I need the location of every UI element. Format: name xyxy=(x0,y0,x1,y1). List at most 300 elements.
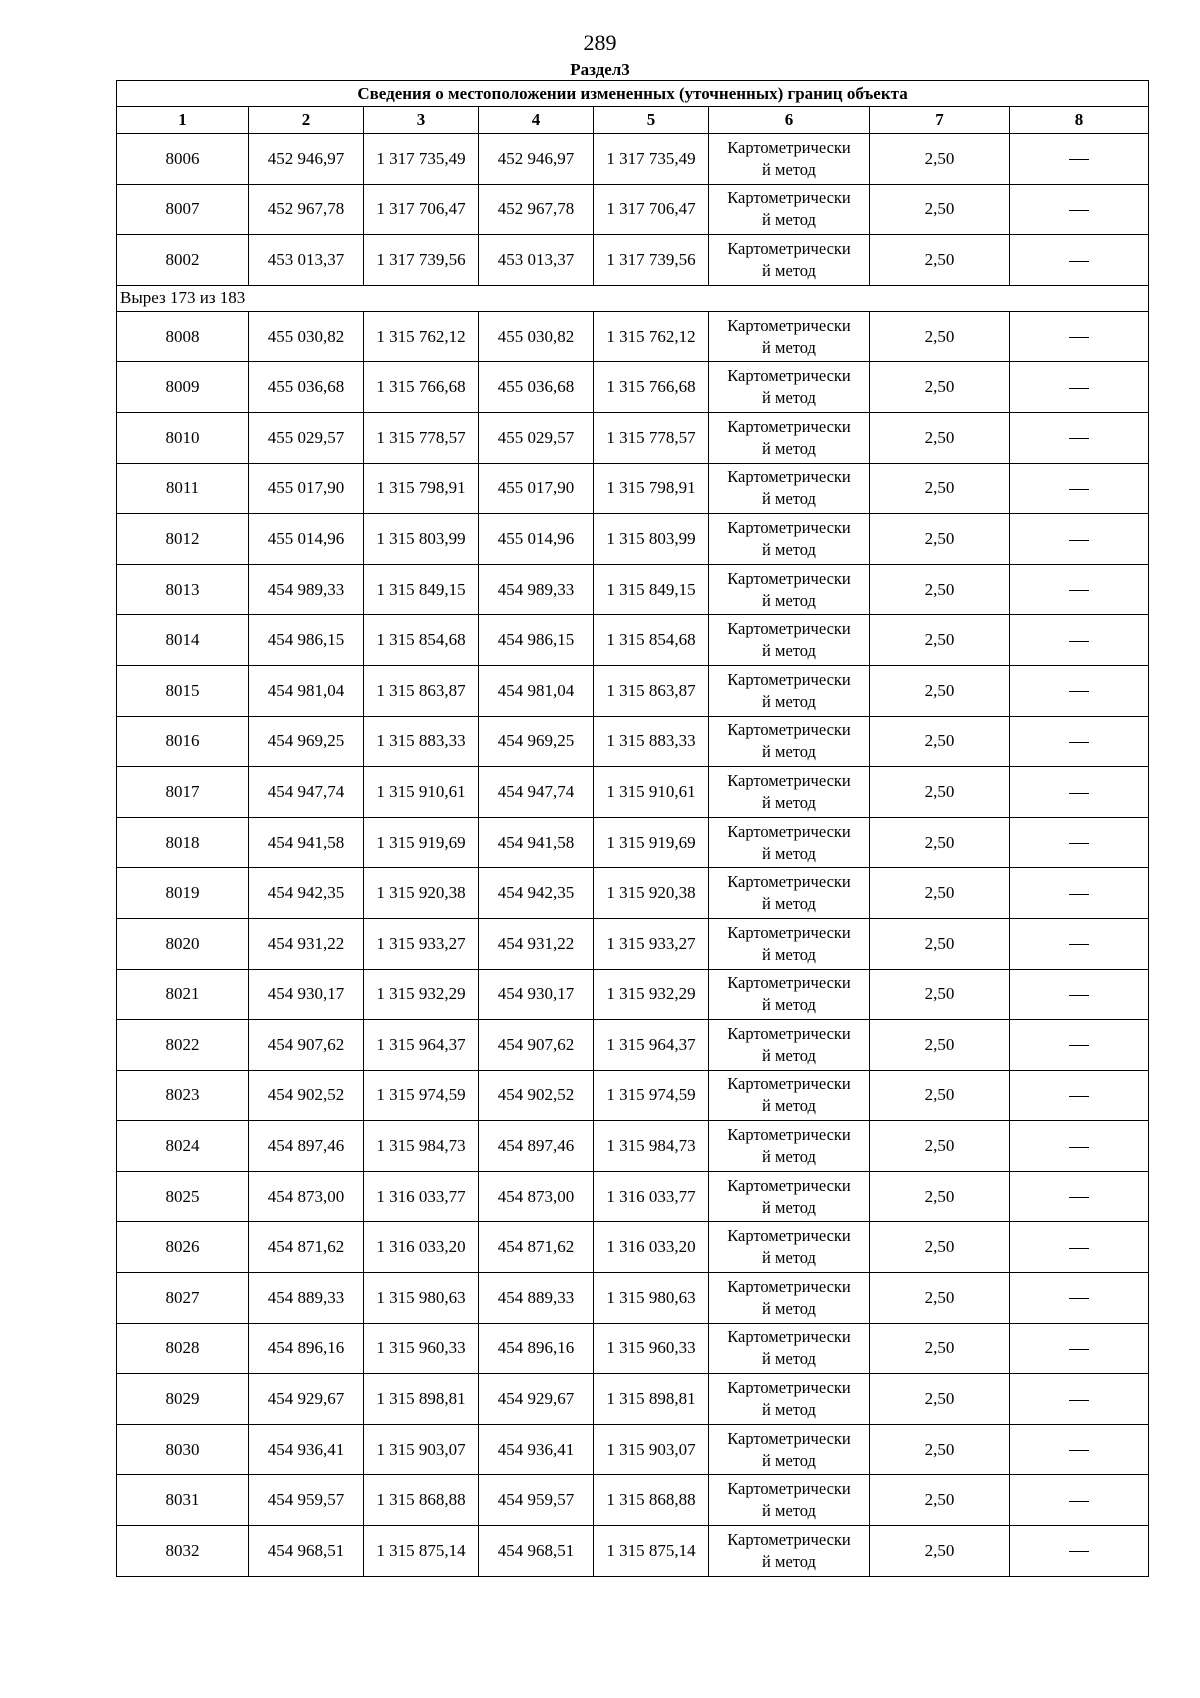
empty-dash-icon xyxy=(1069,1197,1089,1198)
y-refined-cell: 1 317 706,47 xyxy=(594,184,709,235)
y-refined-cell: 1 315 920,38 xyxy=(594,868,709,919)
point-number-cell: 8002 xyxy=(117,235,249,286)
method-text-line2: й метод xyxy=(762,489,816,509)
x-existing-cell: 454 902,52 xyxy=(249,1070,364,1121)
method-text-line1: Картометрически xyxy=(727,973,851,993)
description-cell xyxy=(1010,1323,1149,1374)
column-header: 6 xyxy=(709,107,870,134)
method-text-line2: й метод xyxy=(762,742,816,762)
method-text-line2: й метод xyxy=(762,894,816,914)
point-number-cell: 8023 xyxy=(117,1070,249,1121)
method-cell xyxy=(709,514,870,565)
table-row xyxy=(117,1374,1149,1425)
x-refined-cell: 452 946,97 xyxy=(479,134,594,185)
empty-dash-icon xyxy=(1069,995,1089,996)
precision-cell: 2,50 xyxy=(870,1222,1010,1273)
y-existing-cell: 1 315 798,91 xyxy=(364,463,479,514)
precision-cell: 2,50 xyxy=(870,1475,1010,1526)
method-text-line2: й метод xyxy=(762,260,816,280)
precision-cell: 2,50 xyxy=(870,1273,1010,1324)
empty-dash-icon xyxy=(1069,388,1089,389)
x-existing-cell: 455 030,82 xyxy=(249,311,364,362)
description-cell xyxy=(1010,1526,1149,1577)
empty-dash-icon xyxy=(1069,843,1089,844)
method-cell xyxy=(709,1070,870,1121)
x-existing-cell: 454 936,41 xyxy=(249,1424,364,1475)
y-refined-cell: 1 315 964,37 xyxy=(594,1020,709,1071)
table-row xyxy=(117,716,1149,767)
x-refined-cell: 455 036,68 xyxy=(479,362,594,413)
x-refined-cell: 454 907,62 xyxy=(479,1020,594,1071)
y-refined-cell: 1 316 033,20 xyxy=(594,1222,709,1273)
x-existing-cell: 454 871,62 xyxy=(249,1222,364,1273)
method-text-line1: Картометрически xyxy=(727,1175,851,1195)
description-cell xyxy=(1010,665,1149,716)
y-existing-cell: 1 315 803,99 xyxy=(364,514,479,565)
x-existing-cell: 454 896,16 xyxy=(249,1323,364,1374)
description-cell xyxy=(1010,969,1149,1020)
x-refined-cell: 453 013,37 xyxy=(479,235,594,286)
x-existing-cell: 454 959,57 xyxy=(249,1475,364,1526)
table-row xyxy=(117,817,1149,868)
section-title: Раздел3 xyxy=(570,60,630,79)
method-cell xyxy=(709,615,870,666)
precision-cell: 2,50 xyxy=(870,1323,1010,1374)
column-header: 1 xyxy=(117,107,249,134)
method-cell xyxy=(709,1323,870,1374)
point-number-cell: 8020 xyxy=(117,918,249,969)
point-number-cell: 8030 xyxy=(117,1424,249,1475)
description-cell xyxy=(1010,1121,1149,1172)
y-refined-cell: 1 315 980,63 xyxy=(594,1273,709,1324)
empty-dash-icon xyxy=(1069,944,1089,945)
description-cell xyxy=(1010,311,1149,362)
x-existing-cell: 454 931,22 xyxy=(249,918,364,969)
x-refined-cell: 454 968,51 xyxy=(479,1526,594,1577)
method-text-line2: й метод xyxy=(762,1349,816,1369)
x-refined-cell: 454 947,74 xyxy=(479,767,594,818)
empty-dash-icon xyxy=(1069,1450,1089,1451)
x-refined-cell: 454 902,52 xyxy=(479,1070,594,1121)
y-refined-cell: 1 315 960,33 xyxy=(594,1323,709,1374)
method-cell xyxy=(709,311,870,362)
precision-cell: 2,50 xyxy=(870,1121,1010,1172)
precision-cell: 2,50 xyxy=(870,665,1010,716)
empty-dash-icon xyxy=(1069,438,1089,439)
x-existing-cell: 455 029,57 xyxy=(249,412,364,463)
description-cell xyxy=(1010,514,1149,565)
y-refined-cell: 1 315 933,27 xyxy=(594,918,709,969)
method-text-line1: Картометрически xyxy=(727,467,851,487)
y-existing-cell: 1 315 854,68 xyxy=(364,615,479,666)
description-cell xyxy=(1010,868,1149,919)
table-row xyxy=(117,1273,1149,1324)
point-number-cell: 8027 xyxy=(117,1273,249,1324)
empty-dash-icon xyxy=(1069,1400,1089,1401)
method-text-line1: Картометрически xyxy=(727,1125,851,1145)
description-cell xyxy=(1010,918,1149,969)
table-row xyxy=(117,1424,1149,1475)
table-body xyxy=(117,134,1149,1577)
description-cell xyxy=(1010,1475,1149,1526)
method-text-line2: й метод xyxy=(762,1096,816,1116)
x-existing-cell: 454 941,58 xyxy=(249,817,364,868)
precision-cell: 2,50 xyxy=(870,615,1010,666)
description-cell xyxy=(1010,1020,1149,1071)
boundary-coordinates-table xyxy=(116,80,1149,1577)
x-existing-cell: 452 946,97 xyxy=(249,134,364,185)
x-refined-cell: 454 897,46 xyxy=(479,1121,594,1172)
y-refined-cell: 1 315 778,57 xyxy=(594,412,709,463)
table-row xyxy=(117,564,1149,615)
column-header: 8 xyxy=(1010,107,1149,134)
method-text-line1: Картометрически xyxy=(727,1023,851,1043)
y-refined-cell: 1 315 932,29 xyxy=(594,969,709,1020)
y-existing-cell: 1 315 984,73 xyxy=(364,1121,479,1172)
x-refined-cell: 454 981,04 xyxy=(479,665,594,716)
method-text-line1: Картометрически xyxy=(727,1327,851,1347)
method-text-line2: й метод xyxy=(762,1045,816,1065)
x-existing-cell: 453 013,37 xyxy=(249,235,364,286)
method-text-line1: Картометрически xyxy=(727,315,851,335)
empty-dash-icon xyxy=(1069,489,1089,490)
x-existing-cell: 454 873,00 xyxy=(249,1171,364,1222)
x-refined-cell: 455 014,96 xyxy=(479,514,594,565)
y-refined-cell: 1 317 735,49 xyxy=(594,134,709,185)
column-header: 7 xyxy=(870,107,1010,134)
table-row xyxy=(117,412,1149,463)
column-header: 4 xyxy=(479,107,594,134)
precision-cell: 2,50 xyxy=(870,716,1010,767)
y-refined-cell: 1 315 903,07 xyxy=(594,1424,709,1475)
empty-dash-icon xyxy=(1069,691,1089,692)
method-text-line2: й метод xyxy=(762,995,816,1015)
x-existing-cell: 454 930,17 xyxy=(249,969,364,1020)
empty-dash-icon xyxy=(1069,1096,1089,1097)
point-number-cell: 8031 xyxy=(117,1475,249,1526)
method-text-line2: й метод xyxy=(762,691,816,711)
table-row xyxy=(117,969,1149,1020)
method-text-line2: й метод xyxy=(762,1298,816,1318)
table-row xyxy=(117,184,1149,235)
description-cell xyxy=(1010,134,1149,185)
y-existing-cell: 1 315 920,38 xyxy=(364,868,479,919)
x-refined-cell: 454 942,35 xyxy=(479,868,594,919)
method-text-line1: Картометрически xyxy=(727,1428,851,1448)
precision-cell: 2,50 xyxy=(870,868,1010,919)
empty-dash-icon xyxy=(1069,1501,1089,1502)
method-cell xyxy=(709,1424,870,1475)
method-cell xyxy=(709,1171,870,1222)
table-row xyxy=(117,1222,1149,1273)
method-text-line2: й метод xyxy=(762,944,816,964)
y-refined-cell: 1 317 739,56 xyxy=(594,235,709,286)
method-text-line2: й метод xyxy=(762,337,816,357)
x-refined-cell: 454 930,17 xyxy=(479,969,594,1020)
method-cell xyxy=(709,184,870,235)
method-cell xyxy=(709,716,870,767)
empty-dash-icon xyxy=(1069,1551,1089,1552)
precision-cell: 2,50 xyxy=(870,1171,1010,1222)
x-refined-cell: 455 030,82 xyxy=(479,311,594,362)
x-existing-cell: 455 017,90 xyxy=(249,463,364,514)
table-row xyxy=(117,1020,1149,1071)
method-cell xyxy=(709,868,870,919)
y-existing-cell: 1 315 910,61 xyxy=(364,767,479,818)
method-text-line1: Картометрически xyxy=(727,1074,851,1094)
precision-cell: 2,50 xyxy=(870,412,1010,463)
y-refined-cell: 1 315 919,69 xyxy=(594,817,709,868)
x-existing-cell: 454 968,51 xyxy=(249,1526,364,1577)
precision-cell: 2,50 xyxy=(870,184,1010,235)
method-cell xyxy=(709,665,870,716)
y-refined-cell: 1 315 974,59 xyxy=(594,1070,709,1121)
empty-dash-icon xyxy=(1069,261,1089,262)
method-text-line2: й метод xyxy=(762,210,816,230)
precision-cell: 2,50 xyxy=(870,969,1010,1020)
y-existing-cell: 1 315 875,14 xyxy=(364,1526,479,1577)
method-cell xyxy=(709,918,870,969)
y-refined-cell: 1 315 854,68 xyxy=(594,615,709,666)
y-existing-cell: 1 315 960,33 xyxy=(364,1323,479,1374)
method-text-line2: й метод xyxy=(762,1248,816,1268)
precision-cell: 2,50 xyxy=(870,1526,1010,1577)
x-refined-cell: 455 017,90 xyxy=(479,463,594,514)
method-cell xyxy=(709,134,870,185)
point-number-cell: 8007 xyxy=(117,184,249,235)
y-existing-cell: 1 316 033,77 xyxy=(364,1171,479,1222)
method-text-line2: й метод xyxy=(762,159,816,179)
precision-cell: 2,50 xyxy=(870,1070,1010,1121)
method-text-line1: Картометрически xyxy=(727,669,851,689)
empty-dash-icon xyxy=(1069,159,1089,160)
point-number-cell: 8014 xyxy=(117,615,249,666)
y-existing-cell: 1 316 033,20 xyxy=(364,1222,479,1273)
precision-cell: 2,50 xyxy=(870,1374,1010,1425)
method-text-line2: й метод xyxy=(762,1147,816,1167)
y-existing-cell: 1 315 863,87 xyxy=(364,665,479,716)
precision-cell: 2,50 xyxy=(870,767,1010,818)
page-number: 289 xyxy=(583,30,617,55)
x-existing-cell: 455 036,68 xyxy=(249,362,364,413)
point-number-cell: 8013 xyxy=(117,564,249,615)
y-refined-cell: 1 315 803,99 xyxy=(594,514,709,565)
empty-dash-icon xyxy=(1069,1298,1089,1299)
point-number-cell: 8022 xyxy=(117,1020,249,1071)
group-row xyxy=(117,285,1149,311)
table-row xyxy=(117,1171,1149,1222)
method-cell xyxy=(709,463,870,514)
method-text-line2: й метод xyxy=(762,1450,816,1470)
precision-cell: 2,50 xyxy=(870,311,1010,362)
description-cell xyxy=(1010,1070,1149,1121)
description-cell xyxy=(1010,362,1149,413)
x-existing-cell: 454 989,33 xyxy=(249,564,364,615)
y-existing-cell: 1 315 932,29 xyxy=(364,969,479,1020)
table-row xyxy=(117,1070,1149,1121)
point-number-cell: 8006 xyxy=(117,134,249,185)
description-cell xyxy=(1010,184,1149,235)
point-number-cell: 8009 xyxy=(117,362,249,413)
y-existing-cell: 1 315 980,63 xyxy=(364,1273,479,1324)
y-refined-cell: 1 315 868,88 xyxy=(594,1475,709,1526)
table-row xyxy=(117,1475,1149,1526)
method-cell xyxy=(709,235,870,286)
y-existing-cell: 1 315 849,15 xyxy=(364,564,479,615)
point-number-cell: 8011 xyxy=(117,463,249,514)
x-existing-cell: 454 942,35 xyxy=(249,868,364,919)
method-text-line1: Картометрически xyxy=(727,517,851,537)
point-number-cell: 8032 xyxy=(117,1526,249,1577)
method-cell xyxy=(709,1020,870,1071)
x-existing-cell: 454 897,46 xyxy=(249,1121,364,1172)
x-existing-cell: 454 969,25 xyxy=(249,716,364,767)
empty-dash-icon xyxy=(1069,641,1089,642)
point-number-cell: 8021 xyxy=(117,969,249,1020)
description-cell xyxy=(1010,1171,1149,1222)
y-refined-cell: 1 315 910,61 xyxy=(594,767,709,818)
x-refined-cell: 454 989,33 xyxy=(479,564,594,615)
y-existing-cell: 1 315 766,68 xyxy=(364,362,479,413)
precision-cell: 2,50 xyxy=(870,1424,1010,1475)
y-refined-cell: 1 315 984,73 xyxy=(594,1121,709,1172)
empty-dash-icon xyxy=(1069,742,1089,743)
method-text-line1: Картометрически xyxy=(727,1226,851,1246)
point-number-cell: 8018 xyxy=(117,817,249,868)
method-text-line2: й метод xyxy=(762,1501,816,1521)
x-refined-cell: 454 959,57 xyxy=(479,1475,594,1526)
y-refined-cell: 1 315 875,14 xyxy=(594,1526,709,1577)
y-existing-cell: 1 315 762,12 xyxy=(364,311,479,362)
precision-cell: 2,50 xyxy=(870,463,1010,514)
method-text-line2: й метод xyxy=(762,641,816,661)
x-existing-cell: 454 947,74 xyxy=(249,767,364,818)
method-text-line1: Картометрически xyxy=(727,821,851,841)
method-text-line2: й метод xyxy=(762,590,816,610)
y-existing-cell: 1 315 933,27 xyxy=(364,918,479,969)
point-number-cell: 8017 xyxy=(117,767,249,818)
x-refined-cell: 454 871,62 xyxy=(479,1222,594,1273)
description-cell xyxy=(1010,1424,1149,1475)
method-text-line1: Картометрически xyxy=(727,619,851,639)
method-text-line1: Картометрически xyxy=(727,416,851,436)
x-existing-cell: 454 907,62 xyxy=(249,1020,364,1071)
description-cell xyxy=(1010,716,1149,767)
empty-dash-icon xyxy=(1069,793,1089,794)
group-label: Вырез 173 из 183 xyxy=(117,285,1149,311)
x-refined-cell: 454 873,00 xyxy=(479,1171,594,1222)
method-text-line2: й метод xyxy=(762,438,816,458)
column-header: 3 xyxy=(364,107,479,134)
point-number-cell: 8025 xyxy=(117,1171,249,1222)
point-number-cell: 8019 xyxy=(117,868,249,919)
x-refined-cell: 454 931,22 xyxy=(479,918,594,969)
table-row xyxy=(117,311,1149,362)
table-row xyxy=(117,1323,1149,1374)
y-existing-cell: 1 317 739,56 xyxy=(364,235,479,286)
y-existing-cell: 1 315 898,81 xyxy=(364,1374,479,1425)
point-number-cell: 8028 xyxy=(117,1323,249,1374)
x-refined-cell: 454 896,16 xyxy=(479,1323,594,1374)
table-row xyxy=(117,235,1149,286)
method-cell xyxy=(709,412,870,463)
x-refined-cell: 454 969,25 xyxy=(479,716,594,767)
x-refined-cell: 452 967,78 xyxy=(479,184,594,235)
table-row xyxy=(117,665,1149,716)
method-cell xyxy=(709,362,870,413)
table-row xyxy=(117,868,1149,919)
column-header: 5 xyxy=(594,107,709,134)
y-existing-cell: 1 315 974,59 xyxy=(364,1070,479,1121)
y-existing-cell: 1 315 903,07 xyxy=(364,1424,479,1475)
x-refined-cell: 454 936,41 xyxy=(479,1424,594,1475)
method-text-line2: й метод xyxy=(762,843,816,863)
description-cell xyxy=(1010,767,1149,818)
description-cell xyxy=(1010,412,1149,463)
point-number-cell: 8012 xyxy=(117,514,249,565)
description-cell xyxy=(1010,1222,1149,1273)
point-number-cell: 8010 xyxy=(117,412,249,463)
method-text-line1: Картометрически xyxy=(727,568,851,588)
x-refined-cell: 454 889,33 xyxy=(479,1273,594,1324)
method-text-line1: Картометрически xyxy=(727,1378,851,1398)
y-existing-cell: 1 315 868,88 xyxy=(364,1475,479,1526)
y-existing-cell: 1 315 919,69 xyxy=(364,817,479,868)
precision-cell: 2,50 xyxy=(870,514,1010,565)
method-text-line2: й метод xyxy=(762,792,816,812)
precision-cell: 2,50 xyxy=(870,918,1010,969)
x-existing-cell: 454 889,33 xyxy=(249,1273,364,1324)
column-header: 2 xyxy=(249,107,364,134)
empty-dash-icon xyxy=(1069,1147,1089,1148)
table-row xyxy=(117,767,1149,818)
description-cell xyxy=(1010,817,1149,868)
y-refined-cell: 1 315 798,91 xyxy=(594,463,709,514)
method-text-line1: Картометрически xyxy=(727,188,851,208)
y-existing-cell: 1 315 883,33 xyxy=(364,716,479,767)
x-existing-cell: 454 929,67 xyxy=(249,1374,364,1425)
precision-cell: 2,50 xyxy=(870,362,1010,413)
table-row xyxy=(117,362,1149,413)
method-text-line1: Картометрически xyxy=(727,720,851,740)
y-refined-cell: 1 315 766,68 xyxy=(594,362,709,413)
x-refined-cell: 454 986,15 xyxy=(479,615,594,666)
precision-cell: 2,50 xyxy=(870,1020,1010,1071)
method-text-line2: й метод xyxy=(762,388,816,408)
method-cell xyxy=(709,1121,870,1172)
x-refined-cell: 454 941,58 xyxy=(479,817,594,868)
column-header-row xyxy=(117,107,1149,134)
method-text-line2: й метод xyxy=(762,1551,816,1571)
x-refined-cell: 455 029,57 xyxy=(479,412,594,463)
empty-dash-icon xyxy=(1069,540,1089,541)
method-cell xyxy=(709,1475,870,1526)
x-existing-cell: 454 986,15 xyxy=(249,615,364,666)
y-existing-cell: 1 317 735,49 xyxy=(364,134,479,185)
y-refined-cell: 1 315 883,33 xyxy=(594,716,709,767)
precision-cell: 2,50 xyxy=(870,134,1010,185)
point-number-cell: 8008 xyxy=(117,311,249,362)
method-cell xyxy=(709,817,870,868)
method-cell xyxy=(709,767,870,818)
method-text-line1: Картометрически xyxy=(727,366,851,386)
point-number-cell: 8024 xyxy=(117,1121,249,1172)
table-row xyxy=(117,1526,1149,1577)
method-text-line1: Картометрически xyxy=(727,137,851,157)
table-row xyxy=(117,918,1149,969)
point-number-cell: 8026 xyxy=(117,1222,249,1273)
empty-dash-icon xyxy=(1069,1349,1089,1350)
